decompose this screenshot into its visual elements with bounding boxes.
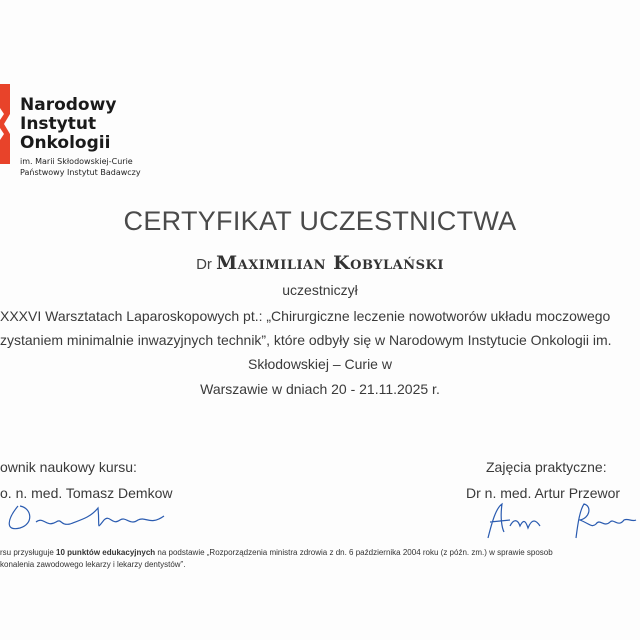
footer-text-post: na podstawie „Rozporządzenia ministra zdrowia z dn. 6 października 2004 roku (z późn. zm.) w sprawie sposob [155, 548, 553, 557]
footer-text-pre: rsu przysługuje [0, 548, 57, 557]
logo-line-3: Onkologii [20, 133, 111, 153]
certificate-title: CERTYFIKAT UCZESTNICTWA [123, 206, 517, 236]
left-signatory-name: o. n. med. Tomasz Demkow [0, 485, 173, 501]
footer-line-1 [0, 548, 553, 557]
body-line-3: Skłodowskiej – Curie w [248, 356, 392, 372]
right-signatory-role: Zajęcia praktyczne: [486, 459, 607, 475]
recipient-name: Maximilian Kobylański [216, 252, 444, 274]
logo-line-2: Instytut [20, 114, 97, 134]
body-line-4: Warszawie w dniach 20 - 21.11.2025 r. [200, 381, 440, 397]
body-line-2: zystaniem minimalnie inwazyjnych technik”, które odbyły się w Narodowym Instytucie Onkologii im. [0, 332, 612, 348]
logo-line-1: Narodowy [20, 95, 117, 115]
right-signatory-name: Dr n. med. Artur Przewor [466, 485, 621, 501]
right-signature-icon [480, 498, 640, 544]
recipient-line [0, 252, 640, 274]
institute-logo-icon [0, 84, 14, 164]
recipient-prefix: Dr [196, 256, 212, 273]
logo-subtitle-2: Państwowy Instytut Badawczy [20, 168, 141, 177]
participated-text: uczestniczył [282, 282, 358, 298]
left-signatory-role: ownik naukowy kursu: [0, 459, 137, 475]
footer-line-2: konalenia zawodowego lekarzy i lekarzy dentystów”. [0, 560, 186, 569]
logo-subtitle-1: im. Marii Skłodowskiej-Curie [20, 157, 133, 166]
left-signature-icon [0, 498, 180, 538]
footer-points: 10 punktów edukacyjnych [56, 548, 156, 557]
body-line-1: XXXVI Warsztatach Laparoskopowych pt.: „Chirurgiczne leczenie nowotworów układu moczowego [0, 308, 611, 324]
